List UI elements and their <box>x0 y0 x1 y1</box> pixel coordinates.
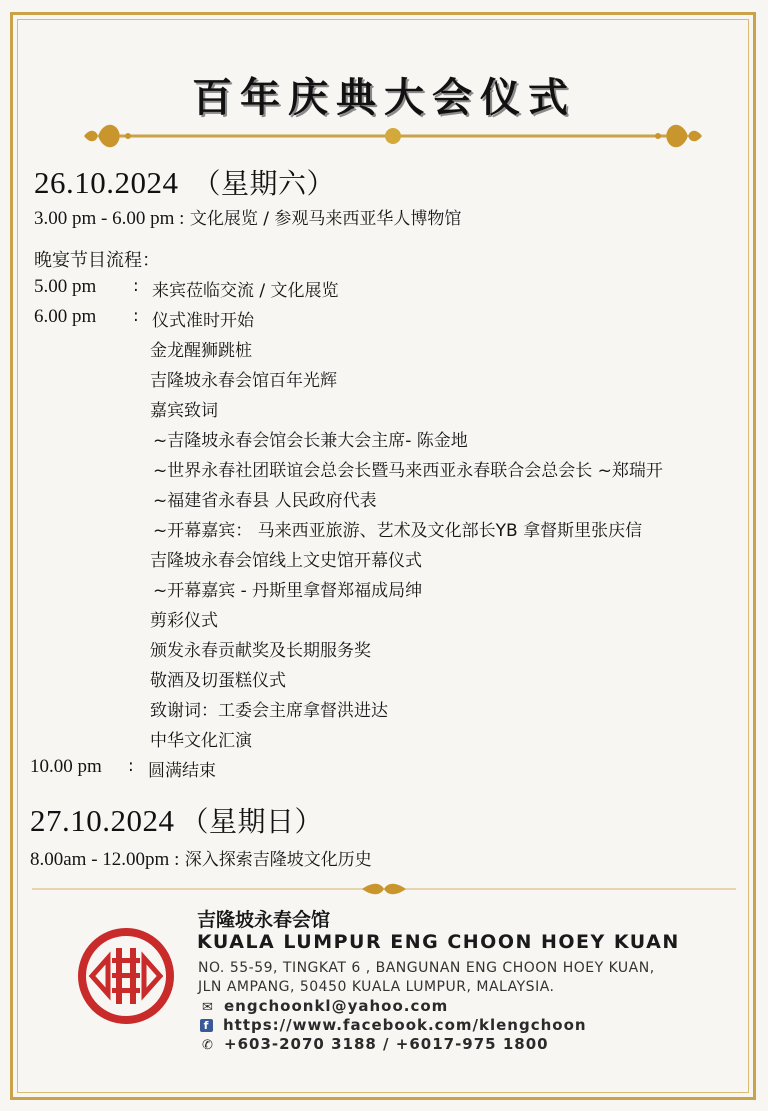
ornamental-divider <box>80 116 706 156</box>
day2-date-text: 27.10.2024 <box>30 803 175 838</box>
day1-weekday: （星期六） <box>192 167 336 200</box>
program-sub-item: ~福建省永春县 人民政府代表 <box>153 491 377 511</box>
day1-date <box>34 162 335 202</box>
program-item: 嘉宾致词 <box>150 401 218 421</box>
dinner-row-2-activity: 仪式准时开始 <box>152 311 254 331</box>
exhibition-time: 3.00 pm - 6.00 pm : <box>34 208 185 229</box>
day2-tour-row <box>30 845 372 871</box>
program-item: 致谢词：工委会主席拿督洪进达 <box>150 701 388 721</box>
dinner-row-1 <box>0 276 768 300</box>
facebook-link[interactable]: https://www.facebook.com/klengchoon <box>223 1016 587 1034</box>
dinner-row-1-time: 5.00 pm <box>34 276 97 297</box>
address-line-2: JLN AMPANG, 50450 KUALA LUMPUR, MALAYSIA. <box>198 979 555 995</box>
program-item: 吉隆坡永春会馆线上文史馆开幕仪式 <box>150 551 422 571</box>
program-item: 吉隆坡永春会馆百年光辉 <box>150 371 337 391</box>
bottom-divider <box>32 882 736 896</box>
tour-time: 8.00am - 12.00pm : <box>30 849 180 870</box>
phone-contact <box>200 1035 549 1053</box>
whatsapp-icon: ✆ <box>202 1038 214 1053</box>
page-title: 百年庆典大会仪式 <box>192 75 576 121</box>
email-link[interactable]: engchoonkl@yahoo.com <box>224 997 449 1015</box>
facebook-contact <box>200 1016 587 1034</box>
program-sub-item: ~世界永春社团联谊会总会长暨马来西亚永春联合会总会长 ~郑瑞开 <box>153 461 663 481</box>
facebook-icon: f <box>200 1019 213 1032</box>
phone-numbers: +603-2070 3188 / +6017-975 1800 <box>224 1035 549 1053</box>
program-item: 剪彩仪式 <box>150 611 218 631</box>
address-line-1: NO. 55-59, TINGKAT 6 , BANGUNAN ENG CHOON HOEY KUAN, <box>198 960 655 976</box>
day2-weekday: （星期日） <box>180 805 324 838</box>
program-sub-item: ~开幕嘉宾： 马来西亚旅游、艺术及文化部长YB 拿督斯里张庆信 <box>153 521 643 541</box>
program-item: 颁发永春贡献奖及长期服务奖 <box>150 641 371 661</box>
exhibition-activity: 文化展览 / 参观马来西亚华人博物馆 <box>189 209 462 229</box>
program-sub-item: ~吉隆坡永春会馆会长兼大会主席- 陈金地 <box>153 431 468 451</box>
organization-name-en: KUALA LUMPUR ENG CHOON HOEY KUAN <box>197 931 680 953</box>
dinner-row-2 <box>0 306 768 330</box>
organization-name-cn: 吉隆坡永春会馆 <box>197 909 331 931</box>
dinner-row-1-colon: : <box>133 276 139 296</box>
tour-activity: 深入探索吉隆坡文化历史 <box>184 850 372 870</box>
dinner-row-2-time: 6.00 pm <box>34 306 97 327</box>
day1-exhibition-row <box>34 204 461 230</box>
dinner-row-1-activity: 来宾莅临交流 / 文化展览 <box>152 281 339 301</box>
program-item: 敬酒及切蛋糕仪式 <box>150 671 286 691</box>
day1-date-text: 26.10.2024 <box>34 165 179 200</box>
dinner-end-colon: : <box>128 756 134 776</box>
email-contact <box>200 997 448 1015</box>
mail-icon: ✉ <box>202 1000 214 1015</box>
program-item: 金龙醒狮跳桩 <box>150 341 252 361</box>
dinner-end-activity: 圆满结束 <box>148 761 216 781</box>
program-sub-item: ~开幕嘉宾 - 丹斯里拿督郑福成局绅 <box>153 581 423 601</box>
dinner-end-row <box>0 756 768 780</box>
dinner-end-time: 10.00 pm <box>30 756 102 777</box>
dinner-heading: 晚宴节目流程： <box>34 250 160 271</box>
program-item: 中华文化汇演 <box>150 731 252 751</box>
day2-date <box>30 800 323 840</box>
dinner-row-2-colon: : <box>133 306 139 326</box>
eng-choon-logo <box>78 928 174 1024</box>
